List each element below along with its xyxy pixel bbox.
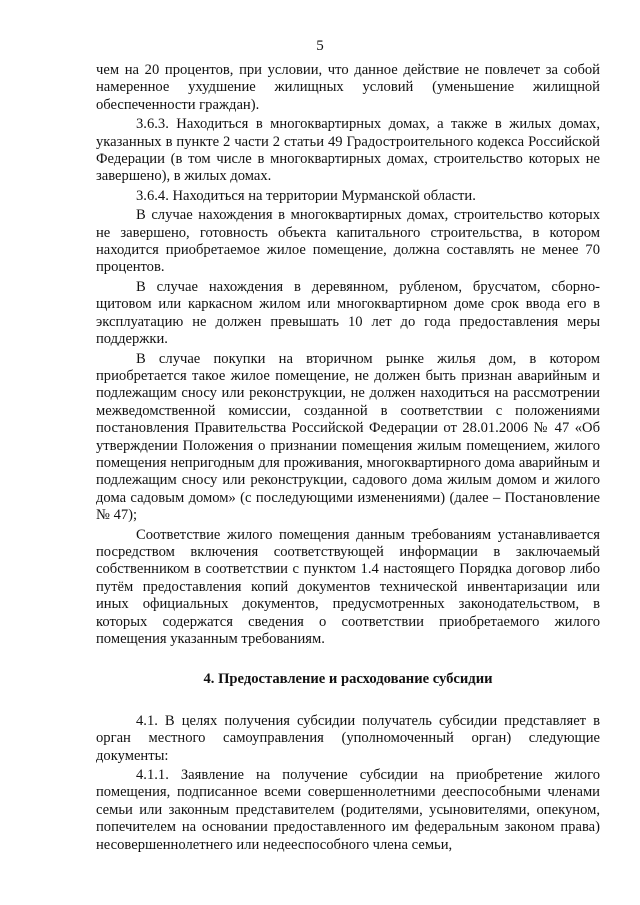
paragraph-compliance: Соответствие жилого помещения данным требованиям устанавливается посредством включения соответствующей информации в заключаемый собственником в соответствии с пунктом 1.4 настоящего Порядка договор либо путём предоставления копий документов технической инвентаризации или иных официальных документов, предусмотренных законодательством, в которых содержатся сведения о соответствии приобретаемого жилого помещения указанным требованиям.: [96, 526, 600, 647]
document-body: [96, 62, 600, 856]
paragraph-3-6-3: 3.6.3. Находиться в многоквартирных домах, а также в жилых домах, указанных в пункте 2 части 2 статьи 49 Градостроительного кодекса Российской Федерации (в том числе в многоквартирных домах, строительство которых не завершено), в жилых домах.: [96, 116, 600, 185]
paragraph-continuation: чем на 20 процентов, при условии, что данное действие не повлечет за собой намеренное ухудшение жилищных условий (уменьшение жилищной обеспеченности граждан).: [96, 62, 600, 113]
paragraph-wooden-houses: В случае нахождения в деревянном, рубленом, брусчатом, сборно-щитовом или каркасном жилом или многоквартирном доме срок ввода его в эксплуатацию не должен превышать 10 лет до года предоставления меры поддержки.: [96, 278, 600, 348]
paragraph-3-6-4: 3.6.4. Находиться на территории Мурманской области.: [136, 187, 476, 204]
paragraph-4-1: 4.1. В целях получения субсидии получатель субсидии представляет в орган местного самоуправления (уполномоченный орган) следующие документы:: [96, 712, 600, 764]
page-number: 5: [316, 38, 324, 54]
paragraph-unfinished-buildings: В случае нахождения в многоквартирных домах, строительство которых не завершено, готовность объекта капитального строительства, в котором находится приобретаемое жилое помещение, должна составлять не менее 70 процентов.: [96, 207, 600, 276]
paragraph-4-1-1: 4.1.1. Заявление на получение субсидии на приобретение жилого помещения, подписанное всеми совершеннолетними дееспособными членами семьи или законным представителем (родителями, усыновителями, опекуном, попечителем на основании предоставленного им федеральным законом права) несовершеннолетнего или недееспособного члена семьи,: [96, 767, 600, 853]
paragraph-secondary-market: В случае покупки на вторичном рынке жилья дом, в котором приобретается такое жилое помещение, не должен быть признан аварийным и подлежащим сносу или реконструкции, не должен находиться на рассмотрении межведомственной комиссии, созданной в соответствии с положениями постановления Правительства Российской Федерации от 28.01.2006 № 47 «Об утверждении Положения о признании помещения жилым помещением, жилого помещения непригодным для проживания, многоквартирного дома аварийным и подлежащим сносу или реконструкции, садового дома жилым домом и жилого дома садовым домом» (с последующими изменениями) (далее – Постановление № 47);: [96, 350, 600, 524]
section-title: 4. Предоставление и расходование субсидии: [203, 671, 493, 688]
